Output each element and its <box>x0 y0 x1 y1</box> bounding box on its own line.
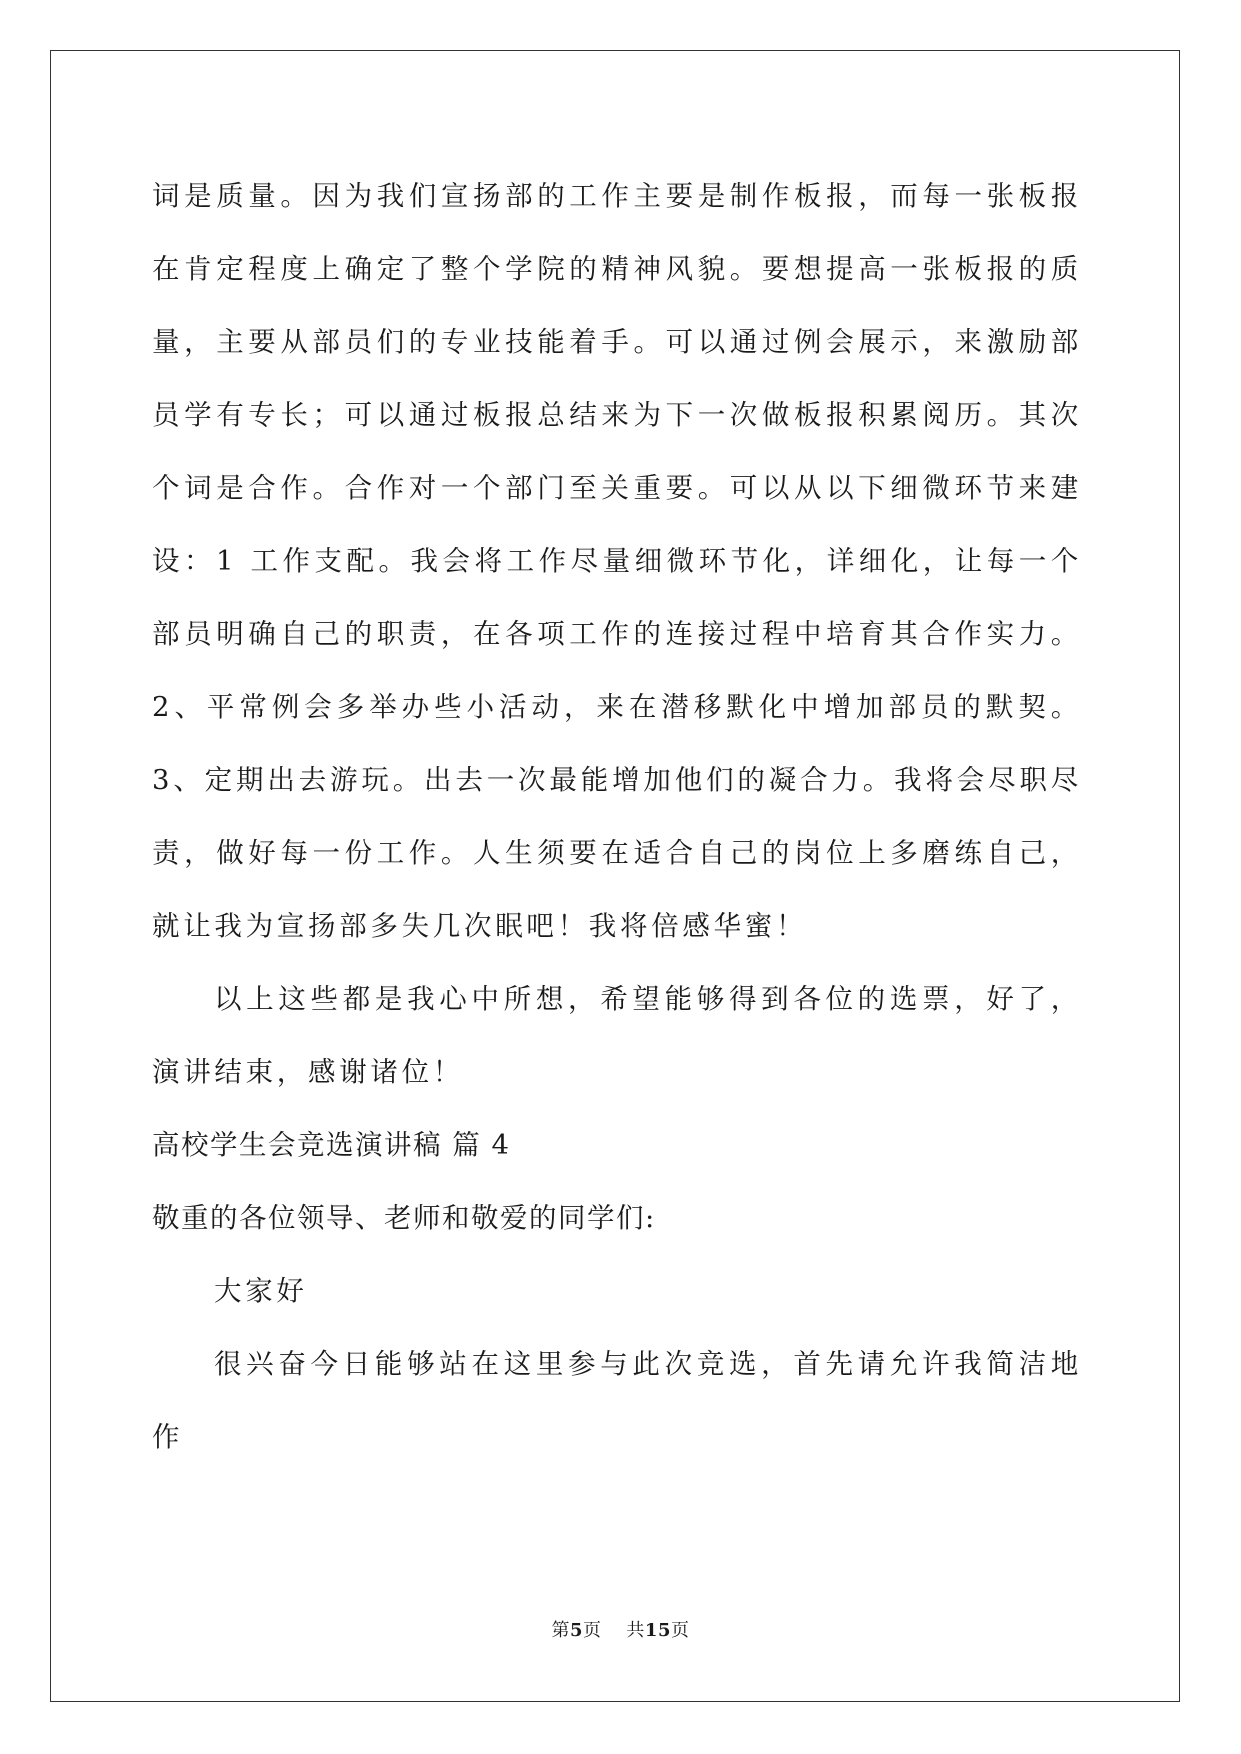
total-suffix: 页 <box>670 1620 690 1641</box>
page-footer <box>0 1616 1241 1642</box>
section-heading: 高校学生会竞选演讲稿 篇 4 <box>152 1129 511 1161</box>
body-paragraph-3: 很兴奋今日能够站在这里参与此次竞选，首先请允许我简洁地作 <box>152 1348 1082 1453</box>
page-number: 5 <box>570 1620 584 1641</box>
body-paragraph-1: 词是质量。因为我们宣扬部的工作主要是制作板报，而每一张板报在肯定程度上确定了整个学院的精神风貌。要想提高一张板报的质量，主要从部员们的专业技能着手。可以通过例会展示，来激励部员学有专长；可以通过板报总结来为下一次做板报积累阅历。其次个词是合作。合作对一个部门至关重要。可以从以下细微环节来建设：1 工作支配。我会将工作尽量细微环节化，详细化，让每一个部员明确自己的职责，在各项工作的连接过程中培育其合作实力。2、平常例会多举办些小活动，来在潜移默化中增加部员的默契。3、定期出去游玩。出去一次最能增加他们的凝合力。我将会尽职尽责，做好每一份工作。人生须要在适合自己的岗位上多磨练自己，就让我为宣扬部多失几次眠吧！我将倍感华蜜！ <box>152 180 1082 942</box>
salutation: 敬重的各位领导、老师和敬爱的同学们: <box>152 1202 656 1234</box>
document-body <box>152 160 1082 1474</box>
greeting: 大家好 <box>214 1275 308 1307</box>
total-pages: 15 <box>644 1620 671 1641</box>
page-suffix: 页 <box>583 1620 602 1641</box>
total-prefix: 共 <box>626 1620 645 1641</box>
body-paragraph-2: 以上这些都是我心中所想，希望能够得到各位的选票，好了，演讲结束，感谢诸位！ <box>152 983 1082 1088</box>
page-prefix: 第 <box>551 1620 570 1641</box>
